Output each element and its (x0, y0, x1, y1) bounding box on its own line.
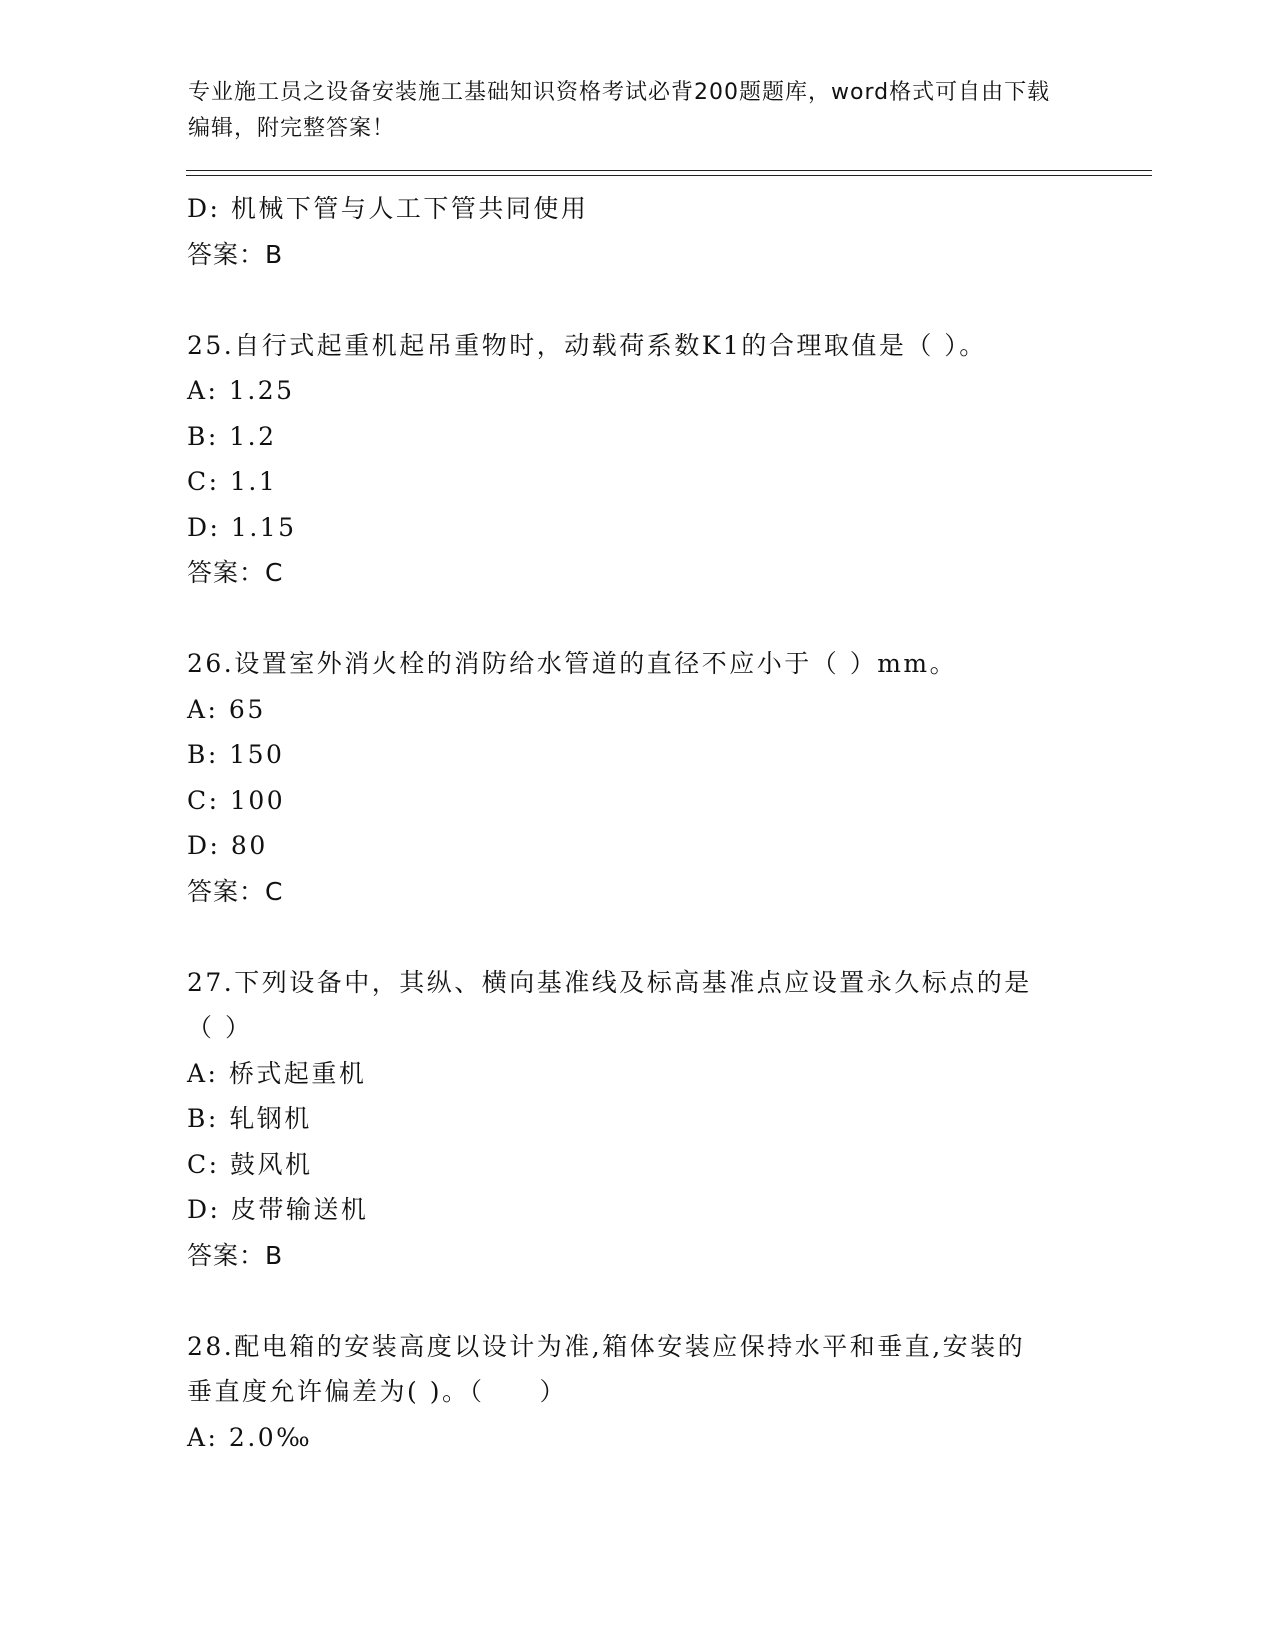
option-a: A: 1.25 (187, 376, 295, 405)
option-a: A: 2.0‰ (187, 1422, 313, 1452)
question-list (187, 186, 1087, 1460)
answer: 答案：C (187, 558, 284, 587)
header-rule-bottom (186, 175, 1152, 176)
question-25 (187, 323, 1087, 596)
option-d: D: 皮带输送机 (187, 1195, 369, 1224)
answer: 答案：C (187, 876, 284, 906)
question-27 (187, 960, 1087, 1279)
document-header: 专业施工员之设备安装施工基础知识资格考试必背200题题库，word格式可自由下载编辑，附完整答案！ (188, 80, 1051, 141)
option-d: D: 机械下管与人工下管共同使用 (187, 194, 589, 223)
option-b: B: 1.2 (187, 421, 277, 451)
option-d: D: 80 (187, 831, 268, 860)
option-c: C: 100 (187, 785, 286, 815)
question-stem-line-1: 27.下列设备中，其纵、横向基准线及标高基准点应设置永久标点的是 (187, 967, 1032, 997)
question-stem-line-2: （ ） (187, 1013, 253, 1042)
answer: 答案：B (187, 1240, 284, 1270)
question-28 (187, 1324, 1087, 1461)
option-c: C: 1.1 (187, 467, 278, 496)
question-stem: 25.自行式起重机起吊重物时，动载荷系数K1的合理取值是（ ）。 (187, 330, 987, 360)
question-24-tail (187, 186, 1087, 277)
option-d: D: 1.15 (187, 512, 297, 542)
question-stem: 26.设置室外消火栓的消防给水管道的直径不应小于（ ）mm。 (187, 649, 958, 678)
option-b: B: 150 (187, 740, 285, 769)
question-26 (187, 641, 1087, 914)
header-rule-top (186, 170, 1152, 171)
option-b: B: 轧钢机 (187, 1104, 312, 1133)
question-stem-line-1: 28.配电箱的安装高度以设计为准,箱体安装应保持水平和垂直,安装的 (187, 1331, 1026, 1361)
answer: 答案：B (187, 239, 284, 269)
question-stem-line-2: 垂直度允许偏差为( )。（ ） (187, 1377, 567, 1406)
option-a: A: 65 (187, 694, 266, 724)
option-a: A: 桥式起重机 (187, 1058, 367, 1088)
option-c: C: 鼓风机 (187, 1149, 313, 1179)
